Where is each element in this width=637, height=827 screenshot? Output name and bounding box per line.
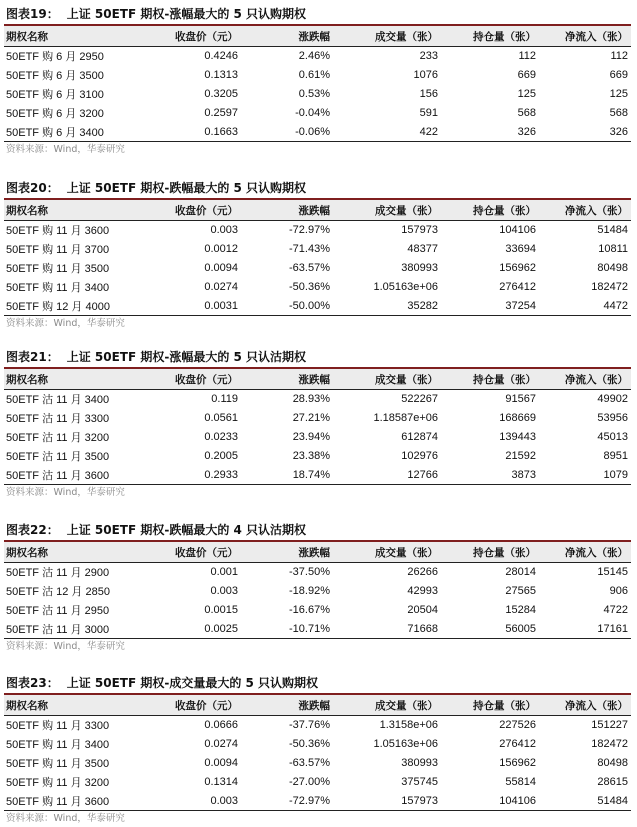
cell-volume: 20504 <box>407 603 438 616</box>
cell-open-interest: 27565 <box>505 585 536 598</box>
cell-change-pct: 2.46% <box>298 50 330 63</box>
cell-volume: 380993 <box>401 261 438 274</box>
cell-net-inflow: 326 <box>540 122 631 141</box>
table-row <box>4 465 631 484</box>
table-row <box>4 296 631 315</box>
header-change-pct: 涨跌幅 <box>242 695 334 716</box>
cell-net-inflow: 15145 <box>597 566 628 579</box>
cell-volume: 1.05163e+06 <box>373 280 438 293</box>
cell-open-interest: 156962 <box>499 756 536 769</box>
header-close-price: 收盘价（元） <box>134 26 242 47</box>
figure-label: 图表19： <box>6 7 59 21</box>
cell-option-name: 50ETF 沽 11 月 3200 <box>6 431 110 444</box>
cell-open-interest: 125 <box>517 87 536 100</box>
header-close-price: 收盘价（元） <box>134 542 242 563</box>
cell-change-pct: 0.53% <box>298 87 330 100</box>
cell-option-name: 50ETF 购 11 月 3300 <box>6 720 110 733</box>
table-row <box>4 601 631 620</box>
cell-net-inflow: 182472 <box>591 738 628 751</box>
cell-net-inflow: 28615 <box>597 775 628 788</box>
cell-net-inflow: 906 <box>609 585 628 598</box>
header-volume: 成交量（张） <box>334 26 442 47</box>
cell-volume: 375745 <box>401 775 438 788</box>
options-table <box>4 542 631 639</box>
table-row <box>4 66 631 85</box>
options-table <box>4 695 631 811</box>
cell-change-pct: 18.74% <box>242 465 334 484</box>
cell-volume: 12766 <box>334 465 442 484</box>
cell-volume: 156 <box>419 87 438 100</box>
cell-close-price: 0.2005 <box>204 449 238 462</box>
header-volume: 成交量（张） <box>334 200 442 221</box>
cell-change-pct: -72.97% <box>289 224 330 237</box>
cell-open-interest: 276412 <box>499 280 536 293</box>
cell-net-inflow: 80498 <box>597 756 628 769</box>
cell-volume: 380993 <box>401 756 438 769</box>
table-row <box>4 619 631 638</box>
header-open-interest: 持仓量（张） <box>442 369 540 390</box>
cell-option-name: 50ETF 购 11 月 3500 <box>6 262 110 275</box>
header-net-inflow: 净流入（张） <box>540 26 631 47</box>
cell-option-name: 50ETF 购 12 月 4000 <box>4 296 134 315</box>
cell-change-pct: -50.36% <box>289 280 330 293</box>
cell-option-name: 50ETF 购 11 月 3600 <box>4 791 134 810</box>
header-option-name: 期权名称 <box>4 26 134 47</box>
table-row <box>4 122 631 141</box>
header-change-pct: 涨跌幅 <box>242 542 334 563</box>
figure-caption: 上证 50ETF 期权-跌幅最大的 5 只认购期权 <box>66 181 307 195</box>
figure-caption: 上证 50ETF 期权-成交量最大的 5 只认购期权 <box>66 676 319 690</box>
cell-open-interest: 112 <box>518 50 536 63</box>
cell-volume: 591 <box>419 106 438 119</box>
table-row <box>4 390 631 409</box>
cell-open-interest: 276412 <box>499 738 536 751</box>
options-table <box>4 26 631 142</box>
cell-net-inflow: 1079 <box>540 465 631 484</box>
cell-change-pct: -63.57% <box>289 261 330 274</box>
figure-1 <box>4 4 631 158</box>
table-row <box>4 582 631 601</box>
header-option-name: 期权名称 <box>4 200 134 221</box>
cell-net-inflow: 51484 <box>597 224 628 237</box>
header-net-inflow: 净流入（张） <box>540 542 631 563</box>
header-net-inflow: 净流入（张） <box>540 200 631 221</box>
cell-close-price: 0.0094 <box>204 261 238 274</box>
figure-caption: 上证 50ETF 期权-涨幅最大的 5 只认购期权 <box>66 7 307 21</box>
header-open-interest: 持仓量（张） <box>442 26 540 47</box>
cell-close-price: 0.119 <box>211 393 238 406</box>
cell-net-inflow: 151227 <box>591 719 628 732</box>
cell-close-price: 0.0666 <box>204 719 238 732</box>
cell-volume: 48377 <box>407 243 438 256</box>
cell-volume: 612874 <box>401 430 438 443</box>
table-row <box>4 85 631 104</box>
header-volume: 成交量（张） <box>334 369 442 390</box>
cell-net-inflow: 80498 <box>597 261 628 274</box>
table-header-row <box>4 26 631 47</box>
cell-net-inflow: 4722 <box>603 603 628 616</box>
table-row <box>4 103 631 122</box>
cell-option-name: 50ETF 沽 11 月 3600 <box>4 465 134 484</box>
table-row <box>4 240 631 259</box>
cell-option-name: 50ETF 沽 11 月 2950 <box>6 604 110 617</box>
cell-volume: 35282 <box>334 296 442 315</box>
cell-net-inflow: 669 <box>609 69 628 82</box>
cell-option-name: 50ETF 沽 11 月 3300 <box>6 413 110 426</box>
table-header-row <box>4 695 631 716</box>
cell-close-price: 0.0012 <box>204 243 238 256</box>
cell-change-pct: 27.21% <box>292 412 330 425</box>
cell-close-price: 0.001 <box>210 566 238 579</box>
cell-open-interest: 156962 <box>499 261 536 274</box>
table-header-row <box>4 369 631 390</box>
cell-change-pct: -63.57% <box>289 756 330 769</box>
cell-open-interest: 3873 <box>442 465 540 484</box>
cell-change-pct: -18.92% <box>289 585 330 598</box>
figure-label: 图表23： <box>6 676 59 690</box>
cell-open-interest: 168669 <box>499 412 536 425</box>
table-row <box>4 791 631 810</box>
header-net-inflow: 净流入（张） <box>540 695 631 716</box>
cell-change-pct: -37.50% <box>289 566 330 579</box>
header-close-price: 收盘价（元） <box>134 369 242 390</box>
cell-volume: 42993 <box>407 585 438 598</box>
header-open-interest: 持仓量（张） <box>442 542 540 563</box>
cell-net-inflow: 4472 <box>540 296 631 315</box>
cell-open-interest: 21592 <box>505 449 536 462</box>
cell-close-price: 0.003 <box>210 224 238 237</box>
table-row <box>4 754 631 773</box>
cell-open-interest: 104106 <box>499 224 536 237</box>
cell-close-price: 0.003 <box>210 585 238 598</box>
cell-change-pct: -50.36% <box>289 738 330 751</box>
cell-option-name: 50ETF 购 11 月 3200 <box>6 776 110 789</box>
cell-volume: 1.18587e+06 <box>373 412 438 425</box>
cell-close-price: 0.4246 <box>204 50 238 63</box>
figure-title <box>4 520 631 542</box>
cell-close-price: 0.1663 <box>134 122 242 141</box>
header-volume: 成交量（张） <box>334 695 442 716</box>
table-row <box>4 409 631 428</box>
figure-2 <box>4 178 631 332</box>
cell-volume: 157973 <box>401 224 438 237</box>
source-note: 资料来源：Wind，华泰研究 <box>6 486 125 498</box>
options-table <box>4 369 631 485</box>
cell-change-pct: 23.94% <box>292 430 330 443</box>
cell-option-name: 50ETF 购 11 月 3700 <box>6 244 110 257</box>
header-change-pct: 涨跌幅 <box>242 26 334 47</box>
table-row <box>4 221 631 240</box>
cell-option-name: 50ETF 沽 11 月 3500 <box>6 450 110 463</box>
cell-close-price: 0.0561 <box>204 412 238 425</box>
cell-close-price: 0.0031 <box>134 296 242 315</box>
cell-option-name: 50ETF 购 11 月 3400 <box>6 281 110 294</box>
cell-close-price: 0.3205 <box>204 87 238 100</box>
cell-change-pct: 23.38% <box>292 449 330 462</box>
figure-title <box>4 4 631 26</box>
figure-label: 图表22： <box>6 523 59 537</box>
cell-volume: 522267 <box>401 393 438 406</box>
table-row <box>4 563 631 582</box>
cell-change-pct: -10.71% <box>242 619 334 638</box>
header-open-interest: 持仓量（张） <box>442 200 540 221</box>
header-change-pct: 涨跌幅 <box>242 369 334 390</box>
cell-net-inflow: 45013 <box>597 430 628 443</box>
table-row <box>4 259 631 278</box>
cell-change-pct: -0.04% <box>295 106 330 119</box>
cell-option-name: 50ETF 沽 11 月 3000 <box>4 619 134 638</box>
source-note: 资料来源：Wind，华泰研究 <box>6 317 125 329</box>
cell-volume: 102976 <box>401 449 438 462</box>
cell-volume: 26266 <box>407 566 438 579</box>
cell-change-pct: 0.61% <box>298 69 330 82</box>
cell-option-name: 50ETF 购 11 月 3600 <box>6 225 110 238</box>
cell-option-name: 50ETF 购 6 月 3400 <box>4 122 134 141</box>
figure-caption: 上证 50ETF 期权-跌幅最大的 4 只认沽期权 <box>66 523 307 537</box>
cell-close-price: 0.2597 <box>204 106 238 119</box>
options-table <box>4 200 631 316</box>
cell-volume: 157973 <box>334 791 442 810</box>
table-row <box>4 735 631 754</box>
cell-option-name: 50ETF 购 6 月 2950 <box>6 51 104 64</box>
table-row <box>4 47 631 66</box>
cell-close-price: 0.0274 <box>204 738 238 751</box>
header-option-name: 期权名称 <box>4 695 134 716</box>
cell-option-name: 50ETF 沽 11 月 3400 <box>6 394 110 407</box>
cell-open-interest: 56005 <box>442 619 540 638</box>
cell-change-pct: -37.76% <box>289 719 330 732</box>
cell-close-price: 0.0025 <box>134 619 242 638</box>
cell-option-name: 50ETF 购 6 月 3500 <box>6 70 104 83</box>
cell-option-name: 50ETF 购 11 月 3400 <box>6 739 110 752</box>
cell-open-interest: 55814 <box>505 775 536 788</box>
header-close-price: 收盘价（元） <box>134 200 242 221</box>
cell-net-inflow: 8951 <box>603 449 628 462</box>
table-row <box>4 772 631 791</box>
header-close-price: 收盘价（元） <box>134 695 242 716</box>
header-option-name: 期权名称 <box>4 369 134 390</box>
figure-label: 图表20： <box>6 181 59 195</box>
cell-option-name: 50ETF 购 11 月 3500 <box>6 757 110 770</box>
cell-change-pct: -27.00% <box>289 775 330 788</box>
table-header-row <box>4 200 631 221</box>
cell-open-interest: 91567 <box>505 393 536 406</box>
header-net-inflow: 净流入（张） <box>540 369 631 390</box>
cell-change-pct: -16.67% <box>289 603 330 616</box>
cell-net-inflow: 49902 <box>597 393 628 406</box>
cell-net-inflow: 10811 <box>598 243 628 256</box>
cell-open-interest: 33694 <box>505 243 536 256</box>
figure-title <box>4 673 631 695</box>
cell-net-inflow: 51484 <box>540 791 631 810</box>
cell-open-interest: 28014 <box>505 566 536 579</box>
cell-close-price: 0.0233 <box>204 430 238 443</box>
cell-volume: 71668 <box>334 619 442 638</box>
header-volume: 成交量（张） <box>334 542 442 563</box>
cell-close-price: 0.0015 <box>204 603 238 616</box>
source-note: 资料来源：Wind，华泰研究 <box>6 143 125 155</box>
cell-open-interest: 15284 <box>505 603 536 616</box>
cell-option-name: 50ETF 购 6 月 3100 <box>6 88 104 101</box>
table-row <box>4 277 631 296</box>
cell-change-pct: -72.97% <box>242 791 334 810</box>
figure-title <box>4 178 631 200</box>
cell-volume: 233 <box>419 50 438 63</box>
cell-close-price: 0.0094 <box>204 756 238 769</box>
table-row <box>4 428 631 447</box>
cell-option-name: 50ETF 沽 11 月 2900 <box>6 567 110 580</box>
cell-close-price: 0.1313 <box>204 69 238 82</box>
cell-net-inflow: 182472 <box>591 280 628 293</box>
cell-open-interest: 139443 <box>499 430 536 443</box>
cell-option-name: 50ETF 沽 12 月 2850 <box>6 586 110 599</box>
cell-volume: 422 <box>334 122 442 141</box>
cell-change-pct: 28.93% <box>292 393 330 406</box>
table-row <box>4 716 631 735</box>
cell-open-interest: 227526 <box>499 719 536 732</box>
figure-4 <box>4 520 631 655</box>
cell-net-inflow: 17161 <box>540 619 631 638</box>
cell-option-name: 50ETF 购 6 月 3200 <box>6 107 104 120</box>
figure-label: 图表21： <box>6 350 59 364</box>
figure-caption: 上证 50ETF 期权-涨幅最大的 5 只认沽期权 <box>66 350 307 364</box>
cell-close-price: 0.1314 <box>204 775 238 788</box>
cell-net-inflow: 112 <box>610 50 628 63</box>
cell-open-interest: 104106 <box>442 791 540 810</box>
cell-open-interest: 37254 <box>442 296 540 315</box>
cell-net-inflow: 125 <box>609 87 628 100</box>
cell-close-price: 0.003 <box>134 791 242 810</box>
source-note: 资料来源：Wind，华泰研究 <box>6 812 125 824</box>
cell-volume: 1.05163e+06 <box>373 738 438 751</box>
cell-change-pct: -50.00% <box>242 296 334 315</box>
header-change-pct: 涨跌幅 <box>242 200 334 221</box>
header-open-interest: 持仓量（张） <box>442 695 540 716</box>
figure-title <box>4 347 631 369</box>
figure-5 <box>4 673 631 827</box>
cell-volume: 1076 <box>413 69 438 82</box>
figure-3 <box>4 347 631 501</box>
cell-net-inflow: 568 <box>609 106 628 119</box>
table-header-row <box>4 542 631 563</box>
cell-open-interest: 568 <box>517 106 536 119</box>
cell-change-pct: -71.43% <box>289 243 330 256</box>
header-option-name: 期权名称 <box>4 542 134 563</box>
cell-close-price: 0.0274 <box>204 280 238 293</box>
cell-volume: 1.3158e+06 <box>379 719 438 732</box>
table-row <box>4 446 631 465</box>
cell-change-pct: -0.06% <box>242 122 334 141</box>
cell-open-interest: 326 <box>442 122 540 141</box>
cell-close-price: 0.2933 <box>134 465 242 484</box>
source-note: 资料来源：Wind，华泰研究 <box>6 641 125 653</box>
cell-open-interest: 669 <box>517 69 536 82</box>
cell-net-inflow: 53956 <box>597 412 628 425</box>
